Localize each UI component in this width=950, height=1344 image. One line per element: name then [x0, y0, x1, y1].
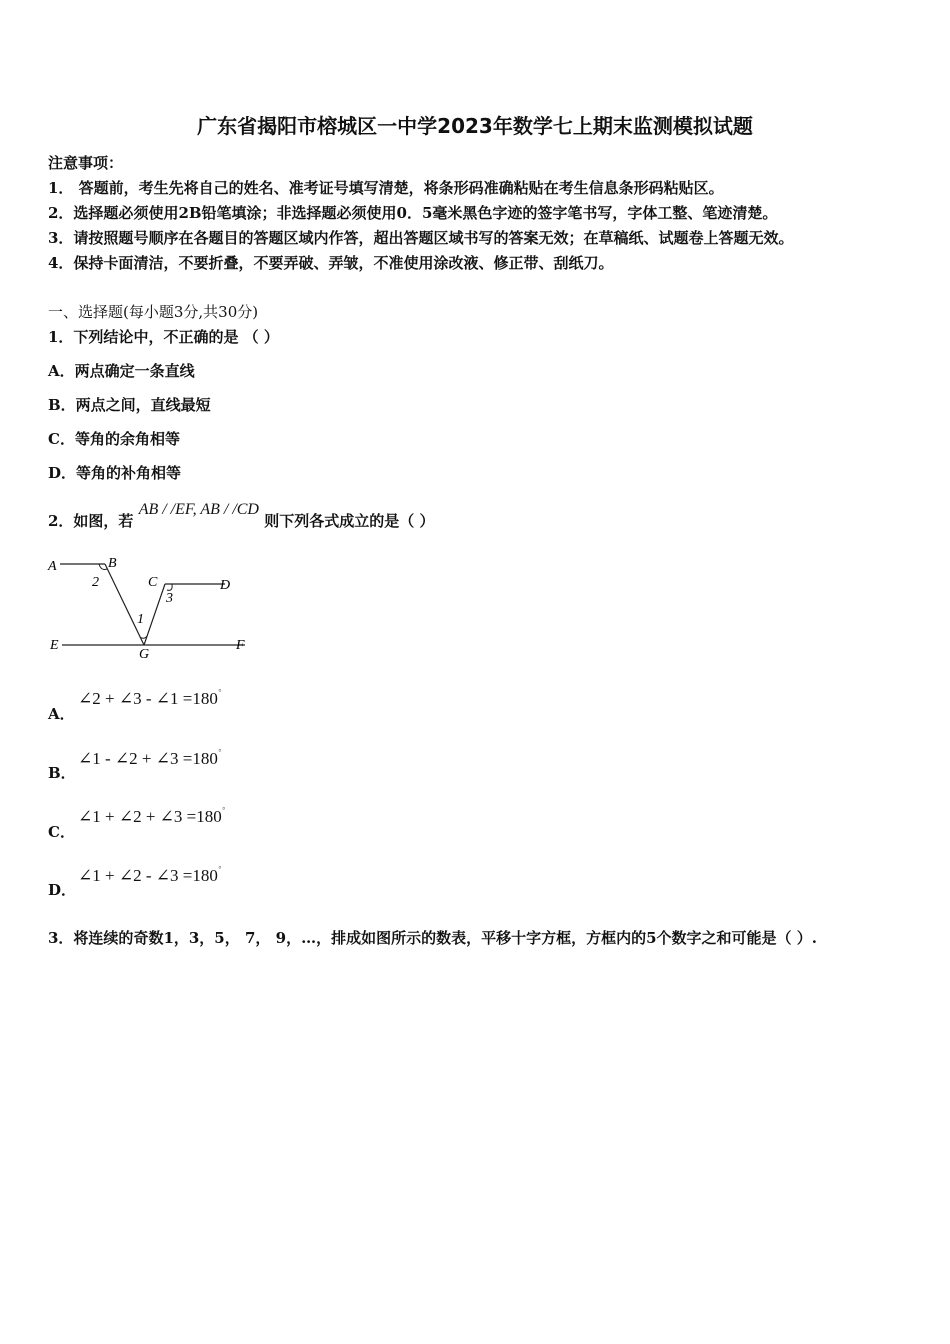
option-b-degree: °: [217, 748, 222, 757]
segment-gc: [144, 584, 165, 645]
notes-heading: 注意事项：: [48, 154, 124, 172]
note-item-3: 3．请按照题号顺序在各题目的答题区域内作答，超出答题区域书写的答案无效；在草稿纸、试题卷上答题无效。: [48, 229, 794, 247]
question-1-option-d: D．等角的补角相等: [48, 464, 182, 482]
question-2-option-b: [48, 762, 76, 783]
note-item-4: 4．保持卡面清洁，不要折叠，不要弄破、弄皱，不准使用涂改液、修正带、刮纸刀。: [48, 254, 614, 272]
option-c-equation: ∠1 + ∠2 + ∠3 =180: [78, 807, 222, 826]
label-e: E: [50, 638, 59, 653]
label-a: A: [48, 559, 57, 574]
parallel-lines-figure: [40, 550, 270, 665]
label-g: G: [139, 647, 150, 662]
question-1-option-a: A．两点确定一条直线: [48, 362, 195, 380]
question-2-option-b-expr: [78, 748, 222, 769]
note-item-1: 1． 答题前，考生先将自己的姓名、准考证号填写清楚，将条形码准确粘贴在考生信息条形码粘贴区。: [48, 179, 724, 197]
question-1-option-c: C．等角的余角相等: [48, 430, 180, 448]
question-1-stem: 1．下列结论中，不正确的是 （ ）: [48, 328, 279, 346]
question-3-stem: 3．将连续的奇数1，3，5， 7， 9，…，排成如图所示的数表，平移十字方框，方框内的5个数字之和可能是（ ）.: [48, 929, 817, 947]
label-c: C: [148, 575, 158, 590]
section-heading: 一、选择题(每小题3分,共30分): [48, 303, 259, 321]
segment-bg: [105, 564, 144, 645]
question-2-option-c-letter: C．: [48, 823, 75, 841]
note-item-2: 2．选择题必须使用2B铅笔填涂；非选择题必须使用0．5毫米黑色字迹的签字笔书写，字体工整、笔迹清楚。: [48, 204, 778, 222]
label-angle-3: 3: [166, 591, 173, 606]
question-2-option-a-letter: A．: [48, 705, 75, 723]
question-2-prefix: 2．如图，若: [48, 512, 134, 530]
question-2-stem: [48, 501, 435, 531]
question-2-option-d-letter: D．: [48, 881, 77, 899]
option-a-degree: °: [217, 688, 222, 697]
label-b: B: [108, 556, 117, 571]
option-b-equation: ∠1 - ∠2 + ∠3 =180: [78, 749, 218, 768]
label-angle-1: 1: [137, 612, 144, 627]
question-2-option-c-expr: [78, 806, 226, 827]
page-title: 广东省揭阳市榕城区一中学2023年数学七上期末监测模拟试题: [197, 114, 753, 138]
option-d-equation: ∠1 + ∠2 - ∠3 =180: [78, 866, 218, 885]
question-2-option-d-expr: [78, 865, 222, 886]
option-c-degree: °: [221, 806, 226, 815]
label-d: D: [220, 578, 231, 593]
question-2-suffix: 则下列各式成立的是（ ）: [264, 512, 435, 530]
angle-3-arc: [167, 584, 172, 590]
option-a-equation: ∠2 + ∠3 - ∠1 =180: [78, 689, 218, 708]
question-2-option-a-expr: [78, 688, 222, 709]
question-2-option-a: [48, 703, 75, 724]
question-2-option-c: [48, 821, 75, 842]
question-1-option-b: B．两点之间，直线最短: [48, 396, 211, 414]
question-2-option-b-letter: B．: [48, 764, 76, 782]
question-2-option-d: [48, 879, 76, 900]
label-angle-2: 2: [92, 575, 99, 590]
label-f: F: [236, 638, 245, 653]
question-2-condition: AB / /EF, AB / /CD: [138, 501, 259, 518]
option-d-degree: °: [217, 865, 222, 874]
